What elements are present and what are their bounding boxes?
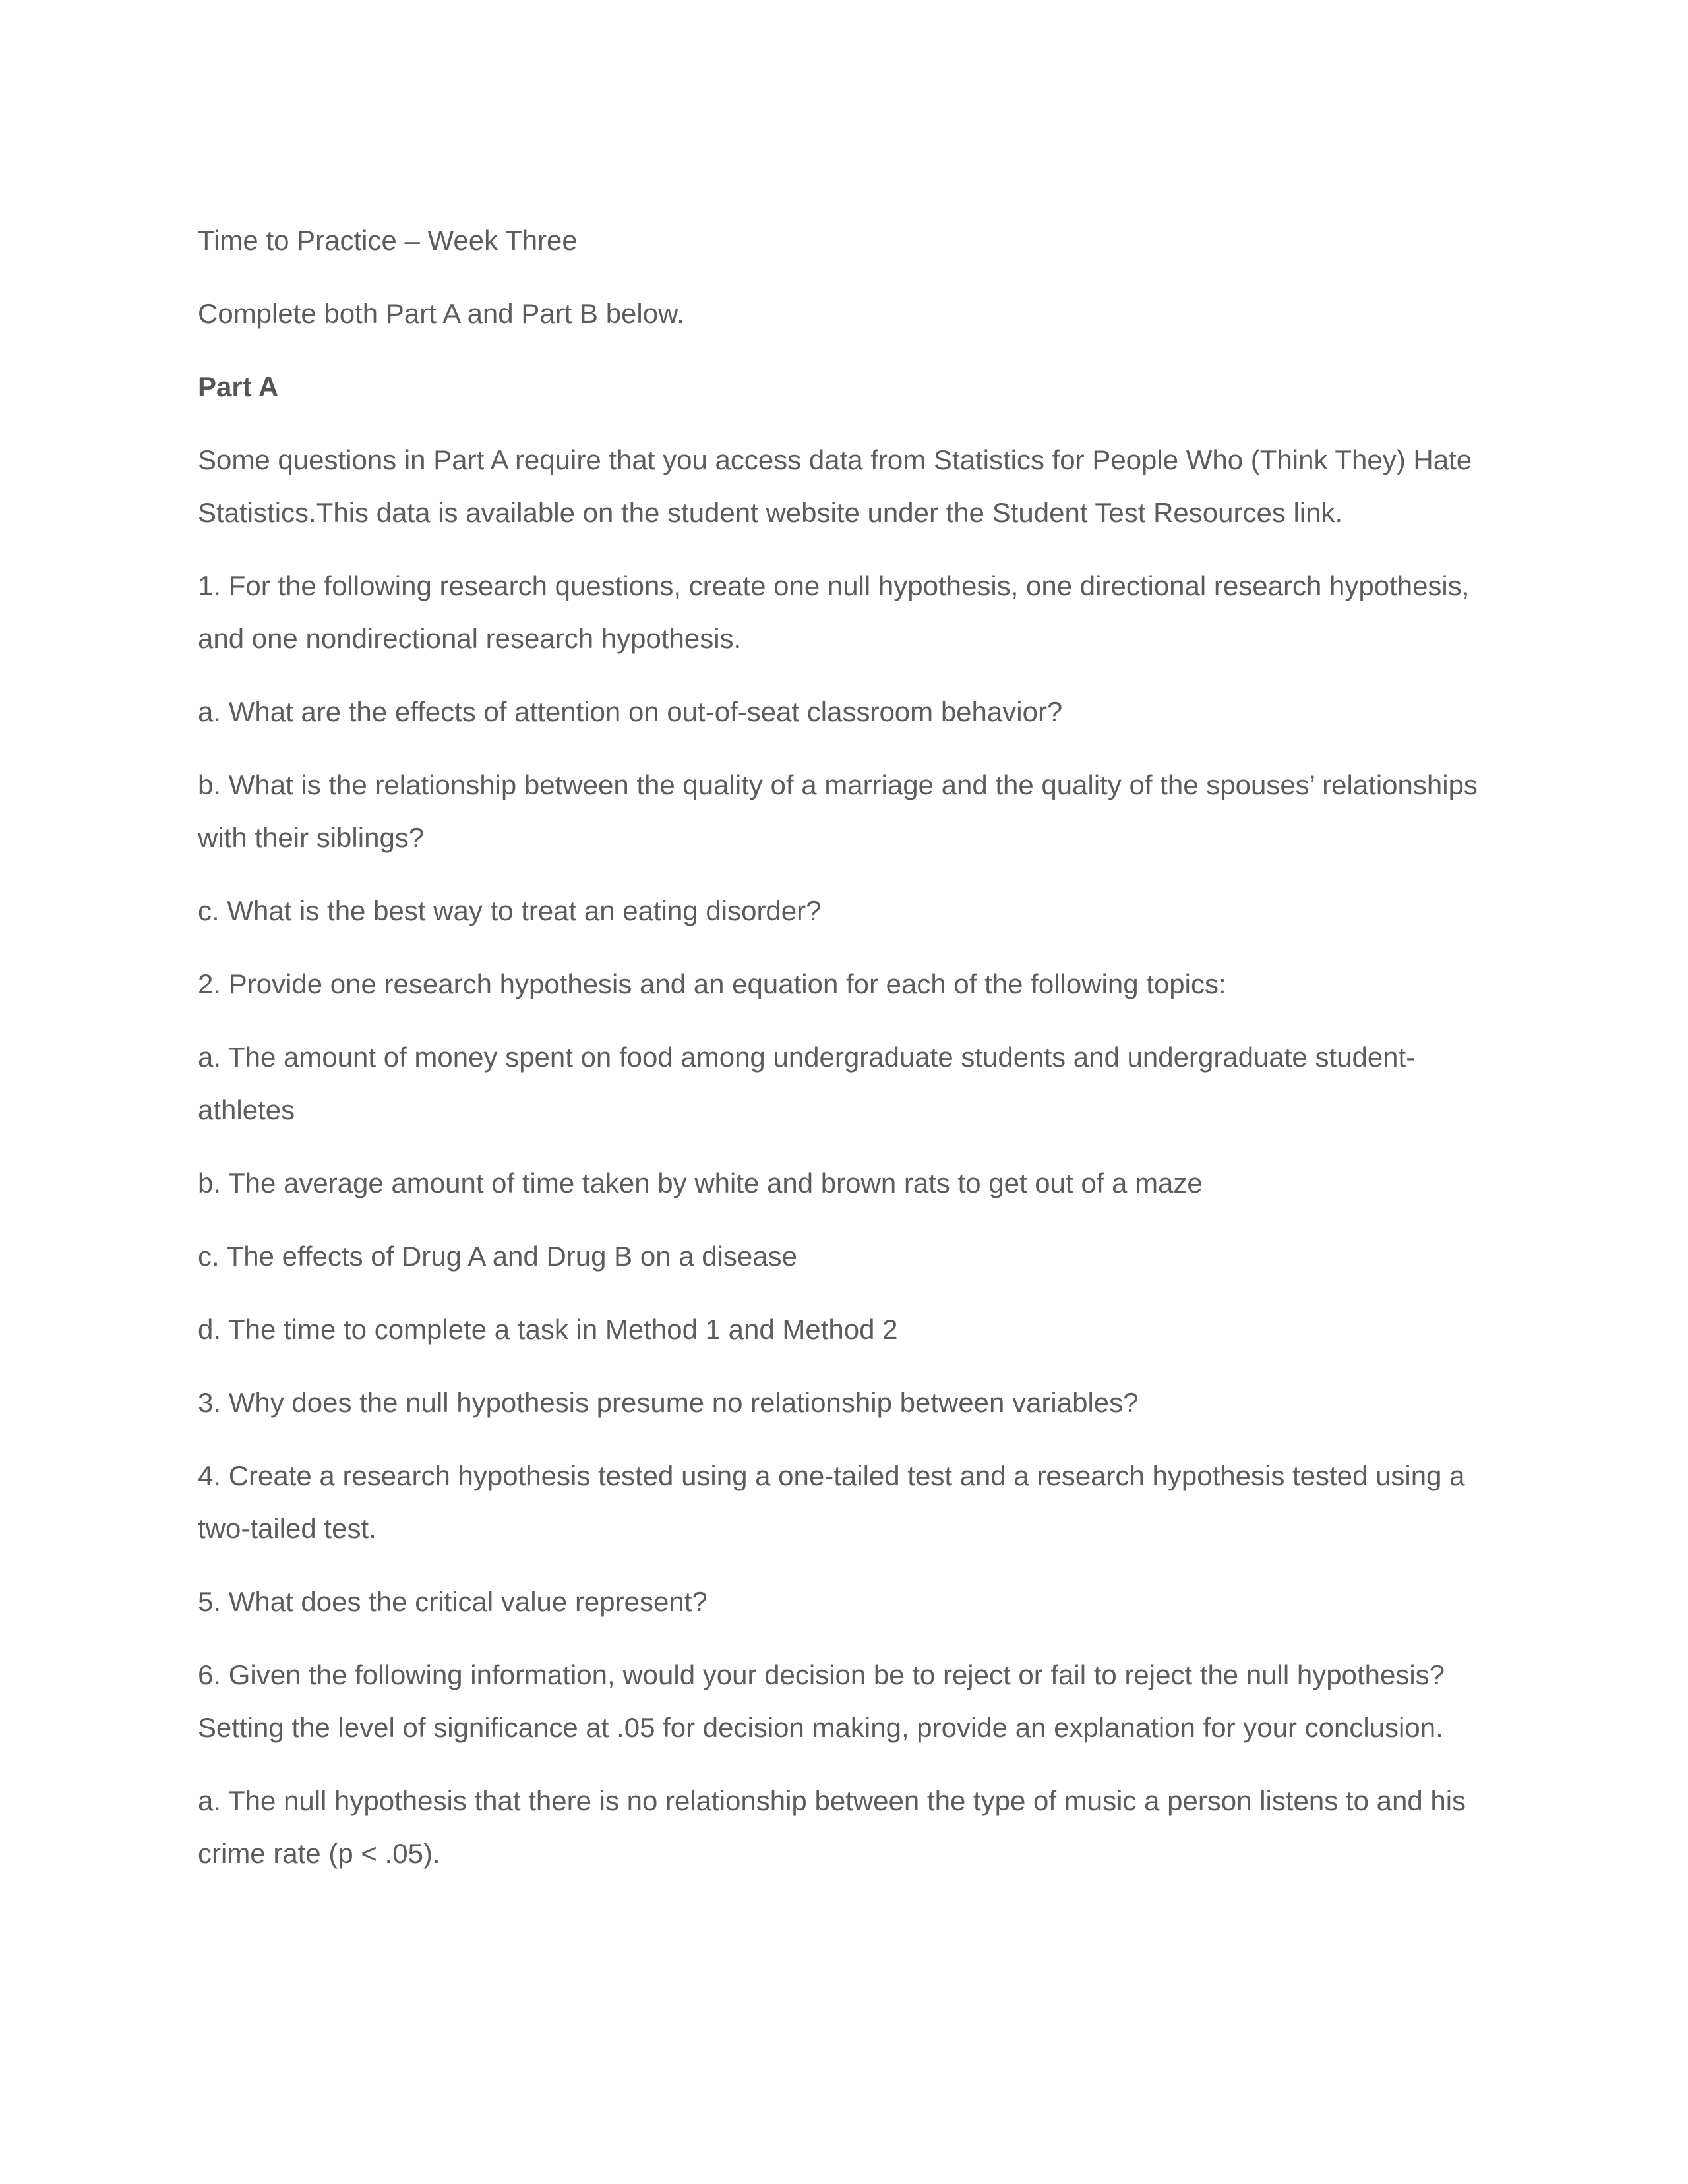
- question-1: 1. For the following research questions, create one null hypothesis, one directional research hypothesis, and one nondirectional research hypothesis.: [198, 570, 1470, 654]
- question-2: 2. Provide one research hypothesis and an equation for each of the following topics:: [198, 968, 1226, 999]
- question-2c: c. The effects of Drug A and Drug B on a disease: [198, 1241, 798, 1272]
- document-body: [198, 214, 1490, 1901]
- intro-paragraph: Some questions in Part A require that you access data from Statistics for People Who (Think They) Hate Statistics.This data is available on the student website under the Student Test Resources link.: [198, 444, 1472, 528]
- question-5: 5. What does the critical value represent?: [198, 1586, 708, 1617]
- question-2d: d. The time to complete a task in Method 1 and Method 2: [198, 1314, 898, 1345]
- question-1a: a. What are the effects of attention on out-of-seat classroom behavior?: [198, 696, 1063, 727]
- question-4: 4. Create a research hypothesis tested using a one-tailed test and a research hypothesis tested using a two-tailed test.: [198, 1460, 1465, 1544]
- question-1c: c. What is the best way to treat an eating disorder?: [198, 895, 822, 926]
- question-1b: b. What is the relationship between the quality of a marriage and the quality of the spouses’ relationships with their siblings?: [198, 769, 1478, 853]
- part-a-heading: Part A: [198, 371, 279, 402]
- question-2a: a. The amount of money spent on food among undergraduate students and undergraduate student-athletes: [198, 1042, 1416, 1125]
- question-6: 6. Given the following information, would your decision be to reject or fail to reject the null hypothesis? Setting the level of significance at .05 for decision making, provide an explanation for your conclusion.: [198, 1659, 1445, 1743]
- question-6a: a. The null hypothesis that there is no relationship between the type of music a person listens to and his crime rate (p < .05).: [198, 1785, 1466, 1869]
- document-title: Time to Practice – Week Three: [198, 225, 578, 256]
- question-2b: b. The average amount of time taken by white and brown rats to get out of a maze: [198, 1167, 1203, 1198]
- question-3: 3. Why does the null hypothesis presume no relationship between variables?: [198, 1387, 1139, 1418]
- instruction-text: Complete both Part A and Part B below.: [198, 298, 684, 329]
